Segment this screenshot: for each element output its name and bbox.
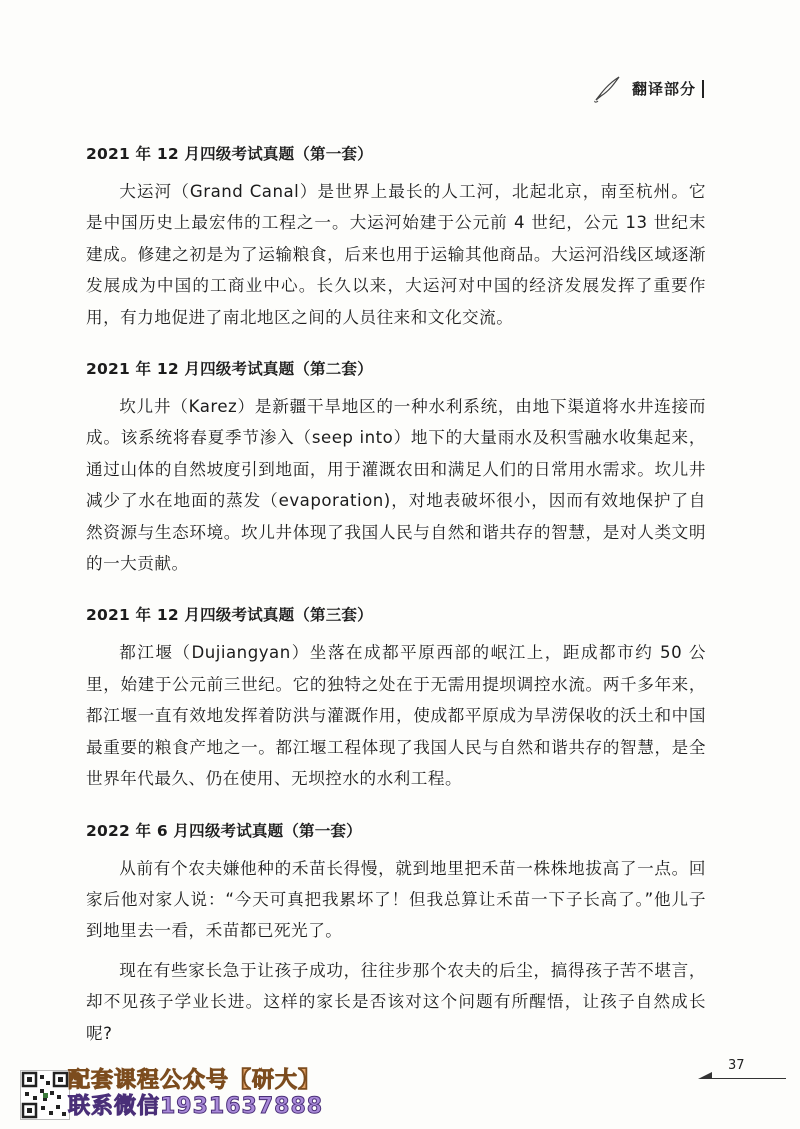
section-header-title: 翻译部分 — [632, 80, 704, 98]
section-title: 2021 年 12 月四级考试真题（第一套） — [86, 145, 373, 163]
section-title: 2021 年 12 月四级考试真题（第三套） — [86, 606, 373, 625]
promo-banner — [68, 1068, 323, 1120]
paragraph: 从前有个农夫嫌他种的禾苗长得慢，就到地里把禾苗一株株地拔高了一点。回家后他对家人说：“今天可真把我累坏了！但我总算让禾苗一下子长高了。”他儿子到地里去一看，禾苗都已死光了。 — [86, 858, 706, 941]
quill-icon — [592, 74, 622, 104]
page-number: 37 — [728, 1058, 745, 1073]
promo-line-1: 配套课程公众号【研大】 — [68, 1068, 322, 1093]
exam-section-2 — [86, 355, 706, 579]
paragraph: 都江堰（Dujiangyan）坐落在成都平原西部的岷江上，距成都市约 50 公里，始建于公元前三世纪。它的独特之处在于无需用提坝调控水流。两千多年来，都江堰一直有效地发挥着防洪与灌溉作用，使成都平原成为旱涝保收的沃土和中国最重要的粮食产地之一。都江堰工程体现了我国人民与自然和谐共存的智慧，是全世界年代最久、仍在使用、无坝控水的水利工程。 — [86, 643, 706, 789]
paragraph: 坎儿井（Karez）是新疆干旱地区的一种水利系统，由地下渠道将水井连接而成。该系统将春夏季节渗入（seep into）地下的大量雨水及积雪融水收集起来，通过山体的自然坡度引到地面，用于灌溉农田和满足人们的日常用水需求。坎儿井减少了水在地面的蒸发（evaporation)，对地表破坏很小，因而有效地保护了自然资源与生态环境。坎儿井体现了我国人民与自然和谐共存的智慧，是对人类文明的一大贡献。 — [86, 397, 706, 574]
exam-section-1 — [86, 140, 706, 333]
page-content — [86, 140, 706, 1071]
section-title: 2022 年 6 月四级考试真题（第一套） — [86, 821, 362, 840]
exam-section-4 — [86, 817, 706, 1049]
exam-section-3 — [86, 601, 706, 794]
section-title: 2021 年 12 月四级考试真题（第二套） — [86, 360, 373, 379]
paragraph: 大运河（Grand Canal）是世界上最长的人工河，北起北京，南至杭州。它是中国历史上最宏伟的工程之一。大运河始建于公元前 4 世纪，公元 13 世纪末建成。修建之初是为了运输粮食，后来也用于运输其他商品。大运河沿线区域逐渐发展成为中国的工商业中心。长久以来，大运河对中国的经济发展发挥了重要作用，有力地促进了南北地区之间的人员往来和文化交流。 — [86, 182, 706, 327]
promo-line-2: 联系微信1931637888 — [68, 1094, 324, 1119]
paragraph: 现在有些家长急于让孩子成功，往往步那个农夫的后尘，搞得孩子苦不堪言，却不见孩子学业长进。这样的家长是否该对这个问题有所醒悟，让孩子自然成长呢? — [86, 960, 706, 1043]
page-header — [592, 74, 704, 104]
footer-divider — [700, 1078, 786, 1079]
qr-code-icon — [20, 1070, 70, 1120]
